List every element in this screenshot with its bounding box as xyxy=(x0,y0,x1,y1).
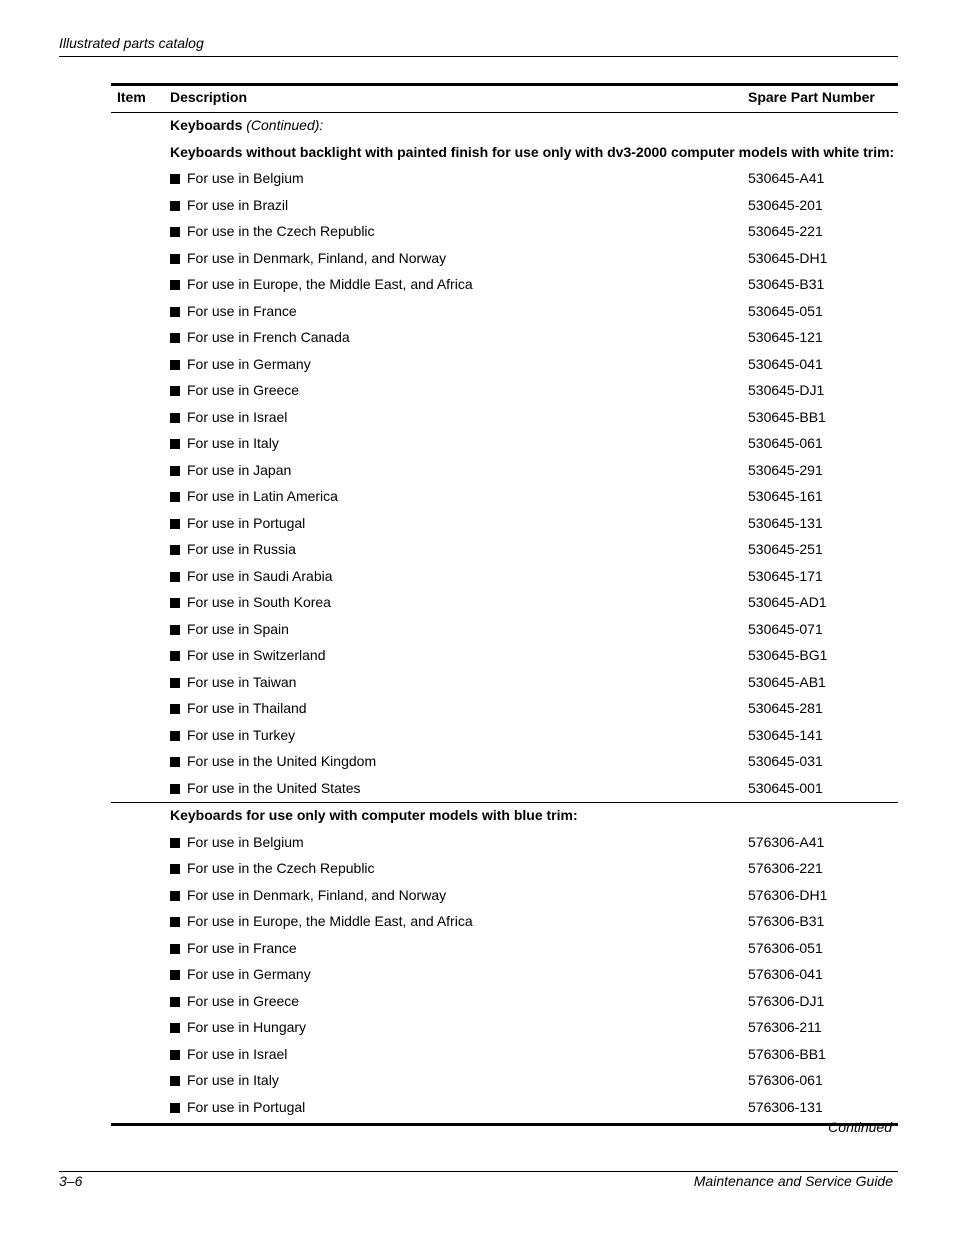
square-bullet-icon xyxy=(170,678,180,688)
table-row xyxy=(111,299,898,326)
row-description: For use in Russia xyxy=(187,541,296,557)
continued-label: Continued xyxy=(828,1119,892,1135)
square-bullet-icon xyxy=(170,572,180,582)
continued-heading-bold: Keyboards xyxy=(170,117,243,133)
table-row xyxy=(111,405,898,432)
section-heading-white-trim: Keyboards without backlight with painted finish for use only with dv3-2000 computer models with white trim: xyxy=(170,143,895,160)
row-spare-part-number: 530645-051 xyxy=(748,302,823,319)
row-description: For use in Latin America xyxy=(187,488,338,504)
table-row xyxy=(111,723,898,750)
row-spare-part-number: 530645-BG1 xyxy=(748,647,828,663)
row-spare-part-number: 576306-A41 xyxy=(748,833,825,850)
row-spare-part-number: 576306-B31 xyxy=(748,913,825,929)
table-row xyxy=(111,564,898,591)
square-bullet-icon xyxy=(170,254,180,264)
row-description: For use in Italy xyxy=(187,435,279,451)
table-row xyxy=(111,484,898,511)
row-description: For use in Belgium xyxy=(187,833,304,850)
square-bullet-icon xyxy=(170,201,180,211)
continued-heading-row xyxy=(111,113,898,140)
square-bullet-icon xyxy=(170,944,180,954)
table-row xyxy=(111,776,898,803)
row-spare-part-number: 576306-221 xyxy=(748,860,823,876)
square-bullet-icon xyxy=(170,704,180,714)
row-spare-part-number: 530645-031 xyxy=(748,753,823,769)
section-white-trim-rows xyxy=(111,166,898,802)
column-header-description: Description xyxy=(170,89,248,105)
row-description: For use in Japan xyxy=(187,461,292,478)
row-description: For use in Turkey xyxy=(187,726,296,743)
table-row xyxy=(111,670,898,697)
row-spare-part-number: 530645-131 xyxy=(748,514,823,531)
row-description: For use in the United States xyxy=(187,779,361,796)
row-description: For use in Greece xyxy=(187,992,300,1009)
square-bullet-icon xyxy=(170,174,180,184)
row-description: For use in France xyxy=(187,302,297,319)
row-description: For use in Brazil xyxy=(187,196,289,213)
table-row xyxy=(111,352,898,379)
row-spare-part-number: 530645-221 xyxy=(748,223,823,239)
square-bullet-icon xyxy=(170,227,180,237)
row-spare-part-number: 530645-071 xyxy=(748,620,823,637)
row-spare-part-number: 530645-DJ1 xyxy=(748,382,825,398)
square-bullet-icon xyxy=(170,439,180,449)
table-row xyxy=(111,1042,898,1069)
footer-rule xyxy=(59,1171,898,1172)
square-bullet-icon xyxy=(170,838,180,848)
square-bullet-icon xyxy=(170,360,180,370)
row-spare-part-number: 576306-061 xyxy=(748,1072,823,1088)
table-row xyxy=(111,193,898,220)
guide-title: Maintenance and Service Guide xyxy=(693,1173,893,1189)
table-row xyxy=(111,246,898,273)
table-row xyxy=(111,909,898,936)
square-bullet-icon xyxy=(170,757,180,767)
row-description: For use in Spain xyxy=(187,620,289,637)
row-description: For use in Germany xyxy=(187,966,311,982)
row-spare-part-number: 530645-001 xyxy=(748,779,823,796)
row-spare-part-number: 530645-A41 xyxy=(748,170,825,186)
table-row xyxy=(111,590,898,617)
square-bullet-icon xyxy=(170,917,180,927)
square-bullet-icon xyxy=(170,1076,180,1086)
continued-heading xyxy=(170,117,323,133)
row-spare-part-number: 530645-BB1 xyxy=(748,408,826,425)
row-description: For use in Belgium xyxy=(187,170,304,186)
square-bullet-icon xyxy=(170,386,180,396)
row-description: For use in Thailand xyxy=(187,700,307,716)
table-row xyxy=(111,856,898,883)
table-row xyxy=(111,617,898,644)
row-description: For use in the United Kingdom xyxy=(187,753,377,769)
header-rule xyxy=(59,56,898,57)
table-row xyxy=(111,378,898,405)
table-row xyxy=(111,696,898,723)
square-bullet-icon xyxy=(170,625,180,635)
table-row xyxy=(111,883,898,910)
column-header-item: Item xyxy=(117,89,146,105)
page-number: 3–6 xyxy=(59,1173,83,1189)
table-row xyxy=(111,1095,898,1122)
continued-heading-italic: (Continued): xyxy=(246,117,324,133)
square-bullet-icon xyxy=(170,891,180,901)
running-header: Illustrated parts catalog xyxy=(59,35,204,51)
square-bullet-icon xyxy=(170,651,180,661)
row-description: For use in South Korea xyxy=(187,594,331,610)
row-description: For use in the Czech Republic xyxy=(187,223,375,239)
row-spare-part-number: 576306-BB1 xyxy=(748,1045,826,1062)
row-spare-part-number: 530645-171 xyxy=(748,567,823,584)
square-bullet-icon xyxy=(170,784,180,794)
row-description: For use in Portugal xyxy=(187,1098,306,1115)
square-bullet-icon xyxy=(170,492,180,502)
square-bullet-icon xyxy=(170,731,180,741)
table-header xyxy=(111,83,898,113)
square-bullet-icon xyxy=(170,333,180,343)
row-description: For use in the Czech Republic xyxy=(187,860,375,876)
square-bullet-icon xyxy=(170,1050,180,1060)
row-spare-part-number: 530645-281 xyxy=(748,700,823,716)
row-description: For use in Denmark, Finland, and Norway xyxy=(187,886,447,903)
square-bullet-icon xyxy=(170,997,180,1007)
table-row xyxy=(111,936,898,963)
row-spare-part-number: 530645-AD1 xyxy=(748,594,827,610)
row-description: For use in Saudi Arabia xyxy=(187,567,333,584)
table-row xyxy=(111,749,898,776)
row-spare-part-number: 530645-251 xyxy=(748,541,823,557)
square-bullet-icon xyxy=(170,970,180,980)
row-description: For use in Greece xyxy=(187,382,300,398)
square-bullet-icon xyxy=(170,307,180,317)
table-row xyxy=(111,166,898,193)
row-spare-part-number: 530645-B31 xyxy=(748,276,825,292)
square-bullet-icon xyxy=(170,466,180,476)
row-spare-part-number: 576306-041 xyxy=(748,966,823,982)
section-heading-blue-trim: Keyboards for use only with computer models with blue trim: xyxy=(170,807,578,823)
row-spare-part-number: 530645-AB1 xyxy=(748,673,826,690)
row-description: For use in Italy xyxy=(187,1072,279,1088)
table-row xyxy=(111,1068,898,1095)
column-header-spare-part-number: Spare Part Number xyxy=(748,89,875,105)
row-spare-part-number: 576306-DH1 xyxy=(748,886,828,903)
row-spare-part-number: 530645-121 xyxy=(748,329,823,345)
row-description: For use in Germany xyxy=(187,355,311,372)
table-row xyxy=(111,511,898,538)
row-spare-part-number: 530645-DH1 xyxy=(748,249,828,266)
table-row xyxy=(111,962,898,989)
row-spare-part-number: 576306-DJ1 xyxy=(748,992,825,1009)
section-heading-row xyxy=(111,802,898,830)
row-description: For use in Israel xyxy=(187,1045,288,1062)
row-description: For use in Hungary xyxy=(187,1019,307,1035)
table-row xyxy=(111,431,898,458)
section-blue-trim-rows xyxy=(111,830,898,1122)
row-spare-part-number: 530645-041 xyxy=(748,355,823,372)
square-bullet-icon xyxy=(170,864,180,874)
table-row xyxy=(111,219,898,246)
square-bullet-icon xyxy=(170,413,180,423)
row-description: For use in Europe, the Middle East, and Africa xyxy=(187,913,473,929)
table-row xyxy=(111,325,898,352)
square-bullet-icon xyxy=(170,280,180,290)
table-row xyxy=(111,989,898,1016)
row-description: For use in Israel xyxy=(187,408,288,425)
table-row xyxy=(111,272,898,299)
parts-table xyxy=(111,83,898,1126)
row-description: For use in Europe, the Middle East, and Africa xyxy=(187,276,473,292)
table-row xyxy=(111,830,898,857)
row-description: For use in Denmark, Finland, and Norway xyxy=(187,249,447,266)
row-description: For use in French Canada xyxy=(187,329,350,345)
row-description: For use in France xyxy=(187,939,297,956)
row-spare-part-number: 576306-211 xyxy=(748,1019,822,1035)
row-spare-part-number: 530645-141 xyxy=(748,726,823,743)
table-row xyxy=(111,1015,898,1042)
table-bottom-rule xyxy=(111,1123,898,1126)
square-bullet-icon xyxy=(170,1023,180,1033)
table-row xyxy=(111,537,898,564)
row-spare-part-number: 530645-201 xyxy=(748,196,823,213)
square-bullet-icon xyxy=(170,1103,180,1113)
row-spare-part-number: 530645-161 xyxy=(748,488,823,504)
row-description: For use in Portugal xyxy=(187,514,306,531)
square-bullet-icon xyxy=(170,519,180,529)
square-bullet-icon xyxy=(170,598,180,608)
row-spare-part-number: 576306-131 xyxy=(748,1098,823,1115)
row-description: For use in Taiwan xyxy=(187,673,297,690)
row-spare-part-number: 530645-061 xyxy=(748,435,823,451)
table-row xyxy=(111,643,898,670)
square-bullet-icon xyxy=(170,545,180,555)
row-spare-part-number: 530645-291 xyxy=(748,461,823,478)
section-heading-row xyxy=(111,140,898,167)
table-row xyxy=(111,458,898,485)
row-description: For use in Switzerland xyxy=(187,647,326,663)
row-spare-part-number: 576306-051 xyxy=(748,939,823,956)
